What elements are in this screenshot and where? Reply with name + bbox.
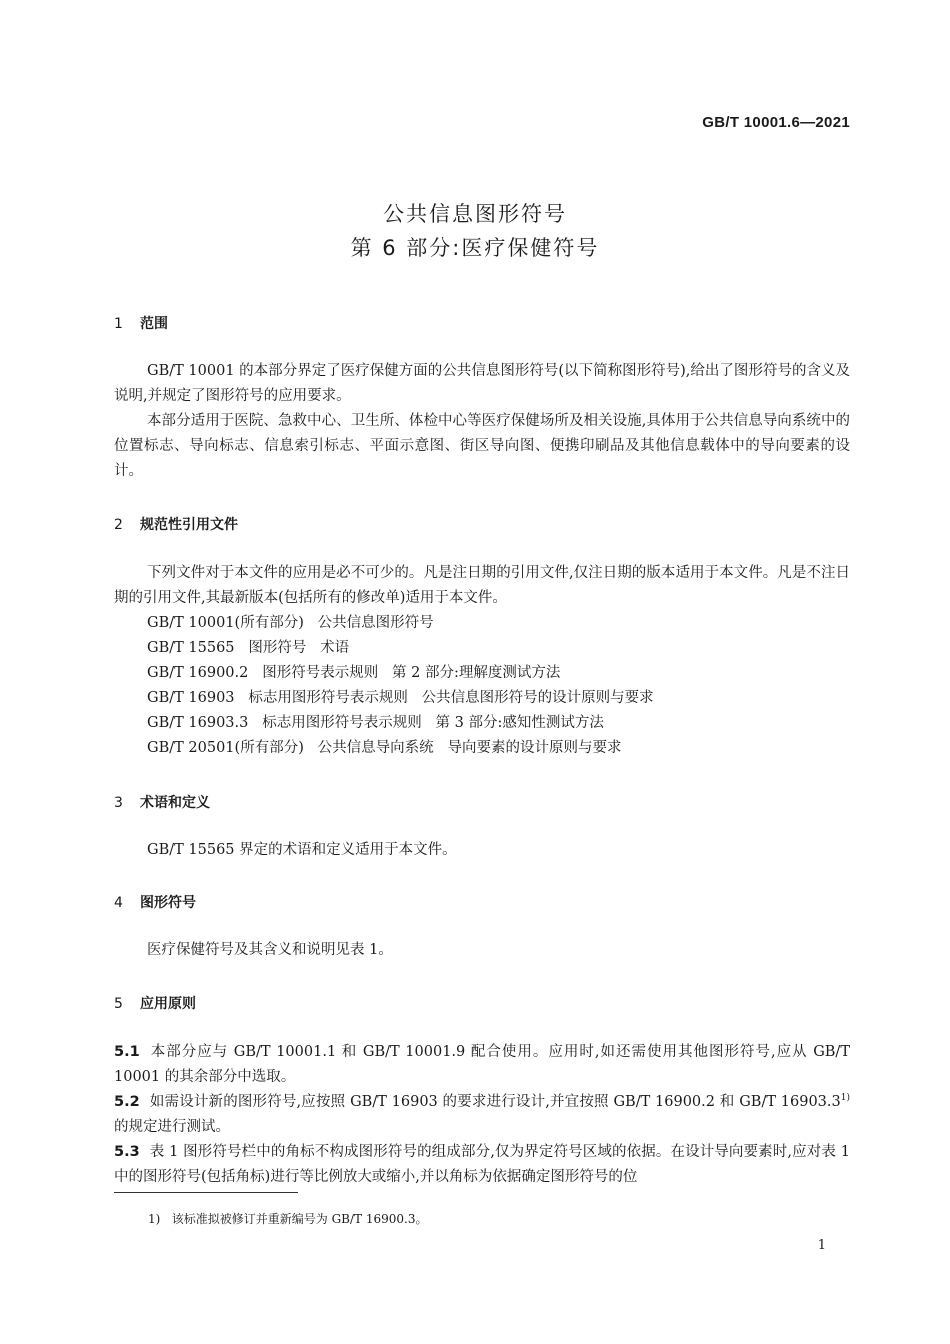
- section-number: 3: [114, 795, 123, 811]
- reference-item: GB/T 16900.2 图形符号表示规则 第 2 部分:理解度测试方法: [147, 665, 561, 681]
- section-number: 1: [114, 316, 123, 332]
- section-heading-scope: [114, 313, 168, 333]
- clause-number: 5.2: [114, 1094, 140, 1110]
- footnote-marker: 1): [840, 1093, 850, 1104]
- section-title: 术语和定义: [140, 795, 210, 811]
- document-title-line2: 第 6 部分:医疗保健符号: [350, 236, 600, 260]
- clause-text: 表 1 图形符号栏中的角标不构成图形符号的组成部分,仅为界定符号区域的依据。在设计导向要素时,应对表 1 中的图形符号(包括角标)进行等比例放大或缩小,并以角标为依据确定图形符号的位: [114, 1144, 850, 1185]
- clause-number: 5.3: [114, 1144, 140, 1160]
- section-heading-application-principles: [114, 993, 196, 1013]
- section-title: 范围: [140, 316, 168, 332]
- section-heading-terms: [114, 792, 210, 812]
- clause-text-continued: 的规定进行测试。: [114, 1119, 230, 1135]
- footnote: 1) 该标准拟被修订并重新编号为 GB/T 16900.3。: [148, 1212, 428, 1226]
- section-number: 2: [114, 517, 123, 533]
- reference-item: GB/T 16903.3 标志用图形符号表示规则 第 3 部分:感知性测试方法: [147, 715, 604, 731]
- section-title: 规范性引用文件: [140, 517, 238, 533]
- paragraph: 本部分适用于医院、急救中心、卫生所、体检中心等医疗保健场所及相关设施,具体用于公共信息导向系统中的位置标志、导向标志、信息索引标志、平面示意图、街区导向图、便携印刷品及其他信息载体中的导向要素的设计。: [114, 413, 850, 479]
- reference-item: GB/T 16903 标志用图形符号表示规则 公共信息图形符号的设计原则与要求: [147, 690, 654, 706]
- clause-5-2: [114, 1090, 850, 1140]
- clause-5-1: [114, 1040, 850, 1090]
- clause-5-3: [114, 1140, 850, 1190]
- clause-text: 本部分应与 GB/T 10001.1 和 GB/T 10001.9 配合使用。应用时,如还需使用其他图形符号,应从 GB/T 10001 的其余部分中选取。: [114, 1044, 850, 1085]
- paragraph: 医疗保健符号及其含义和说明见表 1。: [147, 942, 393, 958]
- footnote-divider: [114, 1192, 298, 1193]
- section-number: 4: [114, 895, 123, 911]
- clause-number: 5.1: [114, 1044, 140, 1060]
- standard-code: GB/T 10001.6—2021: [702, 114, 850, 131]
- section-number: 5: [114, 996, 123, 1012]
- page-number: 1: [817, 1238, 826, 1253]
- section-heading-graphical-symbols: [114, 892, 196, 912]
- section-title: 图形符号: [140, 895, 196, 911]
- reference-item: GB/T 20501(所有部分) 公共信息导向系统 导向要素的设计原则与要求: [147, 740, 622, 756]
- paragraph: GB/T 10001 的本部分界定了医疗保健方面的公共信息图形符号(以下简称图形符号),给出了图形符号的含义及说明,并规定了图形符号的应用要求。: [114, 363, 850, 404]
- section-heading-normative-references: [114, 514, 238, 534]
- paragraph: GB/T 15565 界定的术语和定义适用于本文件。: [147, 842, 457, 858]
- reference-item: GB/T 15565 图形符号 术语: [147, 640, 350, 656]
- paragraph: 下列文件对于本文件的应用是必不可少的。凡是注日期的引用文件,仅注日期的版本适用于本文件。凡是不注日期的引用文件,其最新版本(包括所有的修改单)适用于本文件。: [114, 565, 850, 606]
- document-title-line1: 公共信息图形符号: [383, 202, 567, 226]
- clause-text: 如需设计新的图形符号,应按照 GB/T 16903 的要求进行设计,并宜按照 GB/T 16900.2 和 GB/T 16903.3: [149, 1094, 841, 1110]
- reference-item: GB/T 10001(所有部分) 公共信息图形符号: [147, 615, 434, 631]
- section-title: 应用原则: [140, 996, 196, 1012]
